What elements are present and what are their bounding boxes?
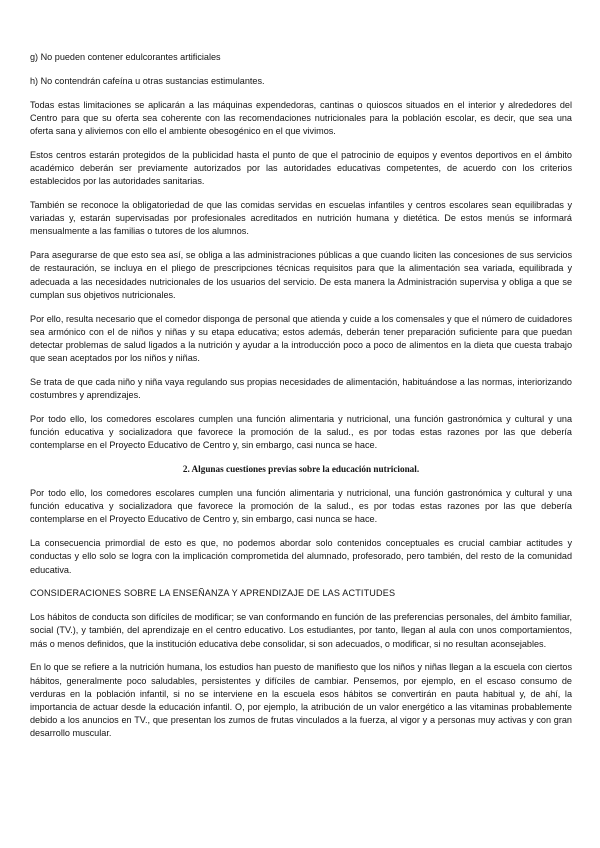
- paragraph-item-h: h) No contendrán cafeína u otras sustancias estimulantes.: [30, 75, 265, 86]
- paragraph-self-regulation: Se trata de que cada niño y niña vaya regulando sus propias necesidades de alimentación, habituándose a las normas, interiorizando costumbres y aprendizajes.: [30, 377, 572, 401]
- caps-heading: CONSIDERACIONES SOBRE LA ENSEÑANZA Y APRENDIZAJE DE LAS ACTITUDES: [30, 588, 396, 599]
- paragraph-school-canteens-repeat: Por todo ello, los comedores escolares cumplen una función alimentaria y nutricional, una función gastronómica y cultural y una función educativa y socializadora que favorece la promoción de la salud., es por todas estas razones por las que debería contemplarse en el Proyecto Educativo de Centro y, sin embargo, casi nunca se hace.: [30, 488, 572, 525]
- paragraph-advertising: Estos centros estarán protegidos de la publicidad hasta el punto de que el patrocinio de equipos y eventos deportivos en el ámbito académico deberán ser previamente autorizados por las autoridades educativas competentes, de acuerdo con los criterios establecidos por las autoridades sanitarias.: [30, 149, 572, 187]
- paragraph-public-administrations: Para asegurarse de que esto sea así, se obliga a las administraciones públicas a que cuando liciten las concesiones de sus servicios de restauración, se incluya en el pliego de prescripciones técnicas requisitos para que la alimentación sea variada, equilibrada y adecuada a las necesidades nutricionales de los usuarios del servicio. De esta manera la Administración supervisa y obliga a que se cumplan sus objetivos nutricionales.: [30, 250, 572, 300]
- section-heading: 2. Algunas cuestiones previas sobre la educación nutricional.: [182, 464, 420, 475]
- paragraph-main-consequence: La consecuencia primordial de esto es que, no podemos abordar solo contenidos conceptuales es crucial cambiar actitudes y conductas y ello solo se logra con la implicación comprometida del alumnado, profesorado, pero también, del resto de la comunidad educativa.: [30, 538, 572, 575]
- paragraph-dining-staff: Por ello, resulta necesario que el comedor disponga de personal que atienda y cuide a los comensales y que el número de cuidadores sea armónico con el de niños y niñas y su etapa educativa; estos además, deberán tener preparación suficiente para que puedan detectar problemas de salud ligados a la nutrición y ayudar a la introducción poco a poco de alimentos en la dieta que cuesta trabajo que sean aceptados por los niños y niñas.: [30, 313, 572, 364]
- paragraph-school-canteens: Por todo ello, los comedores escolares cumplen una función alimentaria y nutricional, una función gastronómica y cultural y una función educativa y socializadora que favorece la promoción de la salud., es por todas estas razones por las que debería contemplarse en el Proyecto Educativo de Centro y, sin embargo, casi nunca se hace.: [30, 414, 572, 451]
- paragraph-behaviour-habits: Los hábitos de conducta son difíciles de modificar; se van conformando en función de las preferencias personales, del ámbito familiar, social (TV.), y también, del aprendizaje en el centro educativo. Los estudiantes, por tanto, llegan al aula con unos comportamientos, más o menos definidos, que la institución educativa debe consolidar, si son adecuados, o modificar, si no resultan aconsejables.: [30, 612, 572, 649]
- paragraph-human-nutrition: En lo que se refiere a la nutrición humana, los estudios han puesto de manifiesto que los niños y niñas llegan a la escuela con ciertos hábitos, generalmente poco saludables, persistentes y difíciles de cambiar. Pensemos, por ejemplo, en el escaso consumo de verduras en la población infantil, si no se interviene en la escuela esos hábitos se convertirán en pauta habitual y, de ahí, la importancia de actuar desde la educación infantil. O, por ejemplo, la atribución de un valor energético a las vitaminas probablemente debido a los anuncios en TV., que presentan los zumos de frutas vinculados a la fuerza, al vigor y a personas muy activas y con gran desarrollo muscular.: [30, 662, 572, 739]
- paragraph-balanced-meals: También se reconoce la obligatoriedad de que las comidas servidas en escuelas infantiles y centros escolares sean equilibradas y variadas y, estarán supervisadas por profesionales acreditados en nutrición humana y dietética. De estos menús se informará mensualmente a las familias o tutores de los alumnos.: [30, 200, 572, 237]
- paragraph-limitations: Todas estas limitaciones se aplicarán a las máquinas expendedoras, cantinas o quioscos situados en el interior y alrededores del Centro para que su oferta sea coherente con las recomendaciones nutricionales para la población escolar, es decir, que sea una oferta sana y aliviemos con ello el ambiente obesogénico en el que vivimos.: [30, 99, 572, 136]
- paragraph-item-g: g) No pueden contener edulcorantes artificiales: [30, 52, 221, 62]
